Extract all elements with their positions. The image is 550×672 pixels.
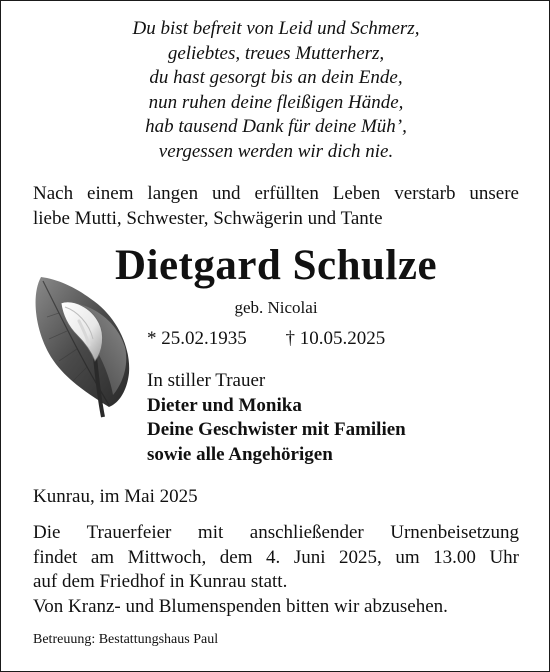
deceased-name: Dietgard Schulze	[114, 242, 438, 289]
calla-lily-icon	[29, 273, 135, 419]
funeral-info	[33, 521, 519, 619]
poem-line: vergessen werden wir dich nie.	[158, 140, 394, 162]
mourner-name: sowie alle Angehörigen	[147, 443, 333, 465]
poem-line: du hast gesorgt bis an dein Ende,	[149, 67, 403, 88]
intro-text	[33, 181, 519, 231]
mourners	[147, 369, 406, 467]
mourner-name: Dieter und Monika	[147, 394, 302, 416]
poem-line: Du bist befreit von Leid und Schmerz,	[132, 18, 420, 39]
mourners-intro: In stiller Trauer	[147, 370, 266, 391]
mourner-name: Deine Geschwister mit Familien	[147, 419, 406, 440]
death-date: † 10.05.2025	[285, 328, 386, 349]
intro-line: liebe Mutti, Schwester, Schwägerin und Tante	[33, 208, 383, 229]
funeral-line: auf dem Friedhof in Kunrau statt.	[33, 571, 288, 592]
birth-date: * 25.02.1935	[147, 328, 247, 349]
funeral-line: findet am Mittwoch, dem 4. Juni 2025, um 13.00 Uhr	[33, 546, 519, 568]
life-dates	[147, 327, 385, 351]
birth-name: geb. Nicolai	[234, 298, 318, 317]
poem	[1, 17, 550, 164]
poem-line: geliebtes, treues Mutterherz,	[167, 42, 385, 64]
funeral-line: Die Trauerfeier mit anschließender Urnenbeisetzung	[33, 522, 519, 543]
poem-line: nun ruhen deine fleißigen Hände,	[148, 91, 404, 113]
funeral-line: Von Kranz- und Blumenspenden bitten wir abzusehen.	[33, 595, 448, 617]
funeral-home-credit: Betreuung: Bestattungshaus Paul	[33, 632, 219, 647]
intro-line: Nach einem langen und erfüllten Leben verstarb unsere	[33, 183, 519, 204]
place-date: Kunrau, im Mai 2025	[33, 486, 198, 507]
poem-line: hab tausend Dank für deine Müh’,	[145, 116, 407, 137]
